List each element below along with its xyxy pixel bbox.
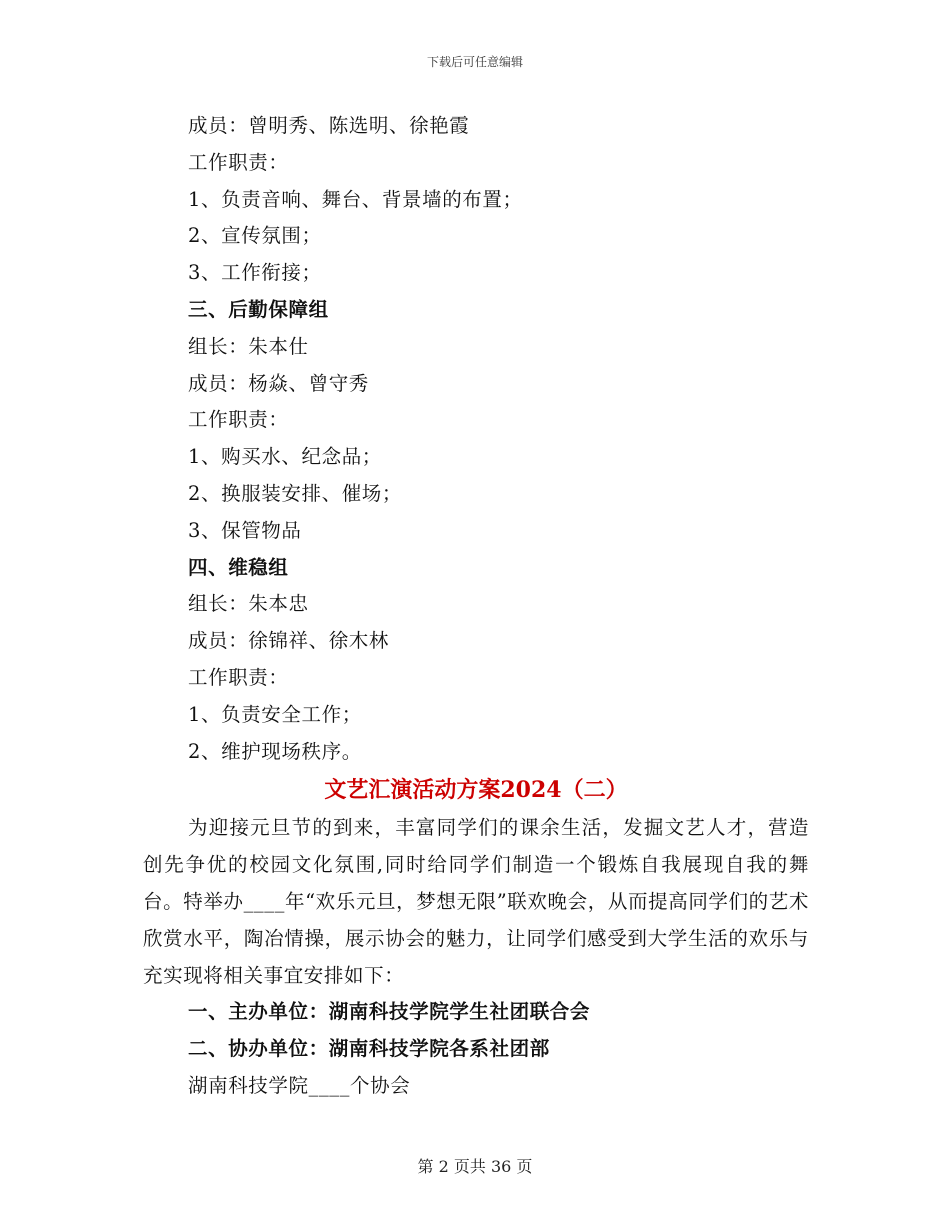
duty-item: 1、购买水、纪念品； <box>188 445 382 469</box>
intro-paragraph: 为迎接元旦节的到来，丰富同学们的课余生活，发掘文艺人才，营造创先争优的校园文化氛围,同时给同学们制造一个锻炼自我展现自我的舞台。特举办____年“欢乐元旦，梦想无限”联欢晚会，从而提高同学们的艺术欣赏水平，陶冶情操，展示协会的魅力，让同学们感受到大学生活的欢乐与充实现将相关事宜安排如下： <box>143 816 809 987</box>
co-organizer-detail: 湖南科技学院____个协会 <box>188 1073 411 1097</box>
leader-line: 组长：朱本仕 <box>188 334 309 358</box>
duty-item: 2、换服装安排、催场； <box>188 481 403 505</box>
page-header: 下载后可任意编辑 <box>426 55 523 69</box>
section-heading-logistics: 三、后勤保障组 <box>188 297 329 321</box>
section-heading-security: 四、维稳组 <box>188 555 289 579</box>
duty-item: 1、负责音响、舞台、背景墙的布置； <box>188 187 523 211</box>
document-body <box>143 108 809 1105</box>
document-title: 文艺汇演活动方案2024（二） <box>324 777 628 804</box>
duties-label: 工作职责： <box>188 150 289 174</box>
duties-label: 工作职责： <box>188 665 289 689</box>
members-line: 成员：杨焱、曾守秀 <box>188 371 369 395</box>
members-line: 成员：曾明秀、陈选明、徐艳霞 <box>188 114 470 137</box>
duty-item: 1、负责安全工作； <box>188 702 362 726</box>
duty-item: 3、工作衔接； <box>188 261 322 285</box>
organizer-heading: 一、主办单位：湖南科技学院学生社团联合会 <box>188 1000 591 1024</box>
duty-item: 2、宣传氛围； <box>188 224 322 248</box>
duty-item: 2、维护现场秩序。 <box>188 739 362 763</box>
page-footer: 第 2 页共 36 页 <box>417 1157 533 1176</box>
members-line: 成员：徐锦祥、徐木林 <box>188 629 390 653</box>
duties-label: 工作职责： <box>188 408 289 432</box>
duty-item: 3、保管物品 <box>188 518 302 542</box>
leader-line: 组长：朱本忠 <box>188 592 309 616</box>
co-organizer-heading: 二、协办单位：湖南科技学院各系社团部 <box>188 1037 550 1061</box>
